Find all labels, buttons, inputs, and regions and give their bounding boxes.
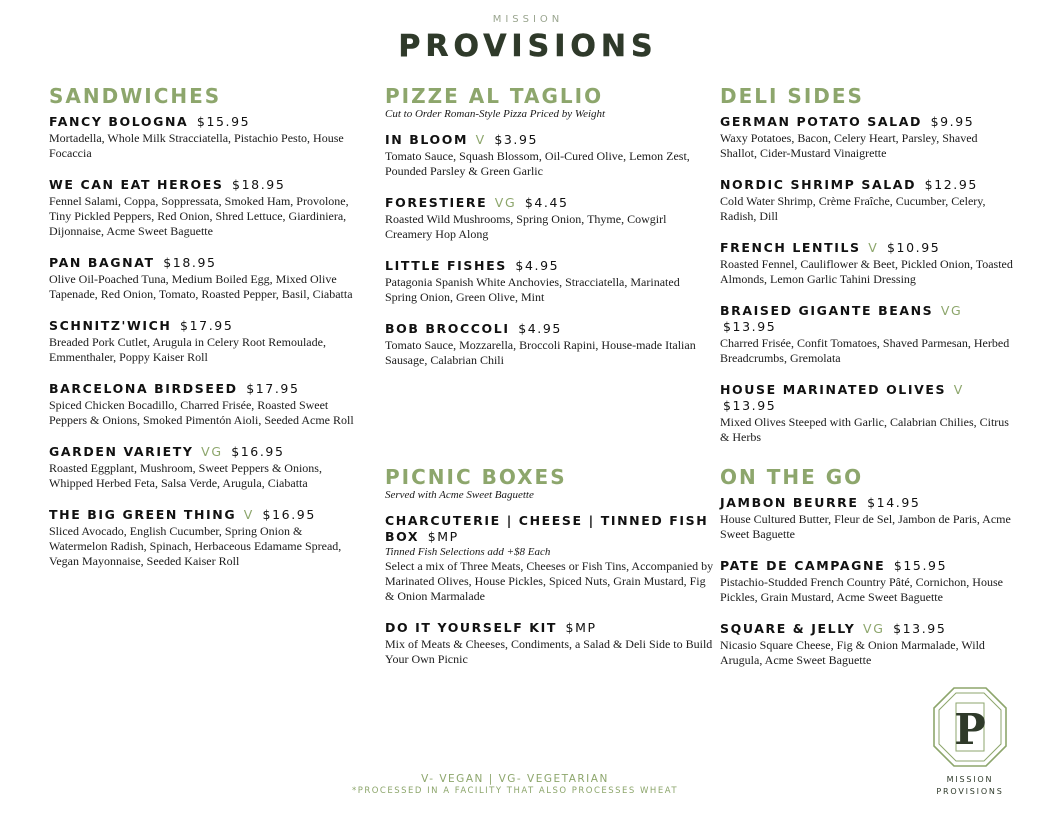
menu-item-price: $17.95 xyxy=(246,381,300,396)
menu-item-header xyxy=(720,240,1016,256)
menu-item xyxy=(49,381,361,428)
menu-item-price: $13.95 xyxy=(723,319,777,334)
menu-item-description: Olive Oil-Poached Tuna, Medium Boiled Egg, Mixed Olive Tapenade, Red Onion, Tomato, Roasted Pepper, Basil, Ciabatta xyxy=(49,272,353,301)
section-title: PIZZE AL TAGLIO xyxy=(385,84,604,108)
menu-item xyxy=(385,513,715,604)
diet-tag: V xyxy=(953,382,964,397)
menu-item-price: $16.95 xyxy=(262,507,316,522)
footer xyxy=(320,773,710,796)
menu-item-header xyxy=(720,114,1016,130)
menu-item xyxy=(49,114,361,161)
menu-item-name: LITTLE FISHES xyxy=(385,258,507,273)
section-subtitle: Served with Acme Sweet Baguette xyxy=(385,489,534,501)
menu-item-header xyxy=(385,321,707,337)
menu-item-name: JAMBON BEURRE xyxy=(720,495,859,510)
diet-tag: VG xyxy=(863,621,885,636)
menu-item-name: SQUARE & JELLY xyxy=(720,621,856,636)
menu-item-name: DO IT YOURSELF KIT xyxy=(385,620,557,635)
section-title: PICNIC BOXES xyxy=(385,465,567,489)
menu-item-name: FRENCH LENTILS xyxy=(720,240,861,255)
menu-item-name: BARCELONA BIRDSEED xyxy=(49,381,238,396)
section-title: SANDWICHES xyxy=(49,84,222,108)
menu-item-name: GARDEN VARIETY xyxy=(49,444,194,459)
menu-item-price: $17.95 xyxy=(180,318,234,333)
menu-item-header xyxy=(49,114,361,130)
menu-item-description: Waxy Potatoes, Bacon, Celery Heart, Parsley, Shaved Shallot, Cider-Mustard Vinaigrette xyxy=(720,131,978,160)
menu-item-price: $18.95 xyxy=(232,177,286,192)
menu-item-price: $13.95 xyxy=(893,621,947,636)
menu-item-description: Sliced Avocado, English Cucumber, Spring Onion & Watermelon Radish, Spinach, Herbaceous Edamame Spread, Vegan Mayonnaise, Seeded Kaiser Roll xyxy=(49,524,342,568)
menu-item-name: GERMAN POTATO SALAD xyxy=(720,114,922,129)
menu-item-header xyxy=(720,558,1016,574)
menu-item-price: $4.95 xyxy=(518,321,562,336)
menu-item xyxy=(720,621,1016,668)
menu-item-header xyxy=(720,495,1016,511)
menu-item xyxy=(385,258,707,305)
menu-item xyxy=(385,195,707,242)
menu-item-name: PAN BAGNAT xyxy=(49,255,155,270)
logo-text-1: MISSION xyxy=(946,775,994,784)
menu-item-header xyxy=(385,258,707,274)
menu-item xyxy=(49,444,361,491)
menu-item-header xyxy=(49,255,361,271)
menu-item-price: $3.95 xyxy=(494,132,539,147)
menu-item-header xyxy=(49,318,361,334)
diet-tag: V xyxy=(868,240,879,255)
menu-item-name: NORDIC SHRIMP SALAD xyxy=(720,177,917,192)
menu-item xyxy=(49,255,361,302)
menu-item-description: Cold Water Shrimp, Crème Fraîche, Cucumber, Celery, Radish, Dill xyxy=(720,194,986,223)
menu-item-header xyxy=(720,303,1016,335)
diet-tag: V xyxy=(475,132,486,147)
menu-item-description: Nicasio Square Cheese, Fig & Onion Marmalade, Wild Arugula, Acme Sweet Baguette xyxy=(720,638,985,667)
menu-item-description: House Cultured Butter, Fleur de Sel, Jambon de Paris, Acme Sweet Baguette xyxy=(720,512,1011,541)
menu-item-name: THE BIG GREEN THING xyxy=(49,507,237,522)
menu-item-header xyxy=(720,382,1016,414)
menu-item-description: Mortadella, Whole Milk Stracciatella, Pistachio Pesto, House Focaccia xyxy=(49,131,344,160)
menu-item-price: $MP xyxy=(427,529,459,544)
menu-item xyxy=(720,382,1016,445)
brand-logo xyxy=(930,686,1010,797)
onthego-section xyxy=(720,465,1016,684)
menu-list xyxy=(720,114,1016,445)
menu-item-note: Tinned Fish Selections add +$8 Each xyxy=(385,546,551,558)
menu-item-name: PATE DE CAMPAGNE xyxy=(720,558,886,573)
menu-item-header xyxy=(49,507,361,523)
menu-item-header xyxy=(385,195,707,211)
menu-item-name: BRAISED GIGANTE BEANS xyxy=(720,303,934,318)
menu-list xyxy=(385,513,715,667)
menu-item-name: SCHNITZ'WICH xyxy=(49,318,172,333)
diet-legend: V- VEGAN | VG- VEGETARIAN xyxy=(421,773,609,785)
menu-list xyxy=(720,495,1016,668)
menu-item-price: $15.95 xyxy=(893,558,948,573)
menu-item-description: Select a mix of Three Meats, Cheeses or Fish Tins, Accompanied by Marinated Olives, House Pickles, Spiced Nuts, Grain Mustard, Fig & Onion Marmalade xyxy=(385,559,714,603)
menu-item-price: $18.95 xyxy=(163,255,217,270)
brand-title: PROVISIONS xyxy=(398,29,658,64)
section-title: ON THE GO xyxy=(720,465,864,489)
menu-item-name: WE CAN EAT HEROES xyxy=(49,177,224,192)
menu-item-price: $16.95 xyxy=(231,444,285,459)
menu-item xyxy=(49,318,361,365)
menu-item-header xyxy=(385,132,707,148)
menu-item-name: FORESTIERE xyxy=(385,195,488,210)
menu-item-description: Charred Frisée, Confit Tomatoes, Shaved Parmesan, Herbed Breadcrumbs, Gremolata xyxy=(720,336,1010,365)
menu-item xyxy=(720,303,1016,366)
menu-item-price: $12.95 xyxy=(924,177,978,192)
section-subtitle: Cut to Order Roman-Style Pizza Priced by Weight xyxy=(385,108,606,120)
brand-small: MISSION xyxy=(492,14,564,25)
menu-item-name: FANCY BOLOGNA xyxy=(49,114,189,129)
menu-item-name: CHARCUTERIE | CHEESE | TINNED FISH BOX xyxy=(385,513,709,544)
menu-item-description: Roasted Wild Mushrooms, Spring Onion, Thyme, Cowgirl Creamery Hop Along xyxy=(385,212,667,241)
menu-item-name: IN BLOOM xyxy=(385,132,469,147)
menu-item-description: Tomato Sauce, Mozzarella, Broccoli Rapini, House-made Italian Sausage, Calabrian Chili xyxy=(385,338,696,367)
menu-item-description: Spiced Chicken Bocadillo, Charred Frisée, Roasted Sweet Peppers & Onions, Smoked Pimentón Aioli, Seeded Acme Roll xyxy=(49,398,354,427)
menu-item-description: Mix of Meats & Cheeses, Condiments, a Salad & Deli Side to Build Your Own Picnic xyxy=(385,637,713,666)
diet-tag: VG xyxy=(940,303,963,318)
pizza-section xyxy=(385,84,707,384)
section-title: DELI SIDES xyxy=(720,84,864,108)
menu-item xyxy=(49,177,361,239)
menu-item-price: $10.95 xyxy=(886,240,941,255)
allergen-note: *PROCESSED IN A FACILITY THAT ALSO PROCESSES WHEAT xyxy=(351,786,679,796)
deli-section xyxy=(720,84,1016,461)
menu-item xyxy=(720,177,1016,224)
menu-item-price: $4.95 xyxy=(515,258,560,273)
menu-item-description: Mixed Olives Steeped with Garlic, Calabrian Chilies, Citrus & Herbs xyxy=(720,415,1009,444)
menu-item-description: Breaded Pork Cutlet, Arugula in Celery Root Remoulade, Emmenthaler, Poppy Kaiser Roll xyxy=(49,335,326,364)
menu-item xyxy=(49,507,361,569)
menu-item-header xyxy=(720,177,1016,193)
sandwiches-section xyxy=(49,84,361,585)
menu-item-header xyxy=(49,444,361,460)
menu-item xyxy=(720,558,1016,605)
menu-item xyxy=(720,240,1016,287)
menu-item xyxy=(720,495,1016,542)
menu-item-description: Tomato Sauce, Squash Blossom, Oil-Cured Olive, Lemon Zest, Pounded Parsley & Green Garlic xyxy=(385,149,690,178)
menu-item xyxy=(385,321,707,368)
menu-item-header xyxy=(385,620,715,636)
menu-item-price: $14.95 xyxy=(867,495,921,510)
diet-tag: VG xyxy=(494,195,517,210)
menu-item-name: HOUSE MARINATED OLIVES xyxy=(720,382,947,397)
menu-item-description: Fennel Salami, Coppa, Soppressata, Smoked Ham, Provolone, Tiny Pickled Peppers, Red Onion, Shred Lettuce, Giardiniera, Dijonnaise, Acme Sweet Baguette xyxy=(49,194,349,238)
menu-item-price: $9.95 xyxy=(930,114,975,129)
logo-text-2: PROVISIONS xyxy=(936,787,1004,796)
menu-item-description: Roasted Eggplant, Mushroom, Sweet Peppers & Onions, Whipped Herbed Feta, Salsa Verde, Arugula, Ciabatta xyxy=(49,461,322,490)
menu-item xyxy=(385,620,715,667)
menu-item-description: Pistachio-Studded French Country Pâté, Cornichon, House Pickles, Grain Mustard, Acme Sweet Baguette xyxy=(720,575,1003,604)
menu-item-price: $MP xyxy=(565,620,597,635)
menu-item-header xyxy=(385,513,715,545)
menu-item xyxy=(385,132,707,179)
diet-tag: VG xyxy=(201,444,223,459)
octagon-p-logo-icon xyxy=(932,686,1008,768)
menu-item-description: Roasted Fennel, Cauliflower & Beet, Pickled Onion, Toasted Almonds, Lemon Garlic Tahini Dressing xyxy=(720,257,1013,286)
menu-item-description: Patagonia Spanish White Anchovies, Stracciatella, Marinated Spring Onion, Green Olive, Mint xyxy=(385,275,680,304)
menu-list xyxy=(49,114,361,569)
menu-item-price: $4.45 xyxy=(524,195,569,210)
menu-item-price: $13.95 xyxy=(723,398,777,413)
picnic-section xyxy=(385,465,715,683)
diet-tag: V xyxy=(243,507,254,522)
menu-item-price: $15.95 xyxy=(196,114,251,129)
menu-item-name: BOB BROCCOLI xyxy=(385,321,510,336)
brand-header xyxy=(0,14,1056,64)
menu-item-header xyxy=(49,177,361,193)
menu-item-header xyxy=(49,381,361,397)
logo-letter: P xyxy=(954,705,986,754)
menu-item xyxy=(720,114,1016,161)
menu-list xyxy=(385,132,707,368)
menu-item-header xyxy=(720,621,1016,637)
